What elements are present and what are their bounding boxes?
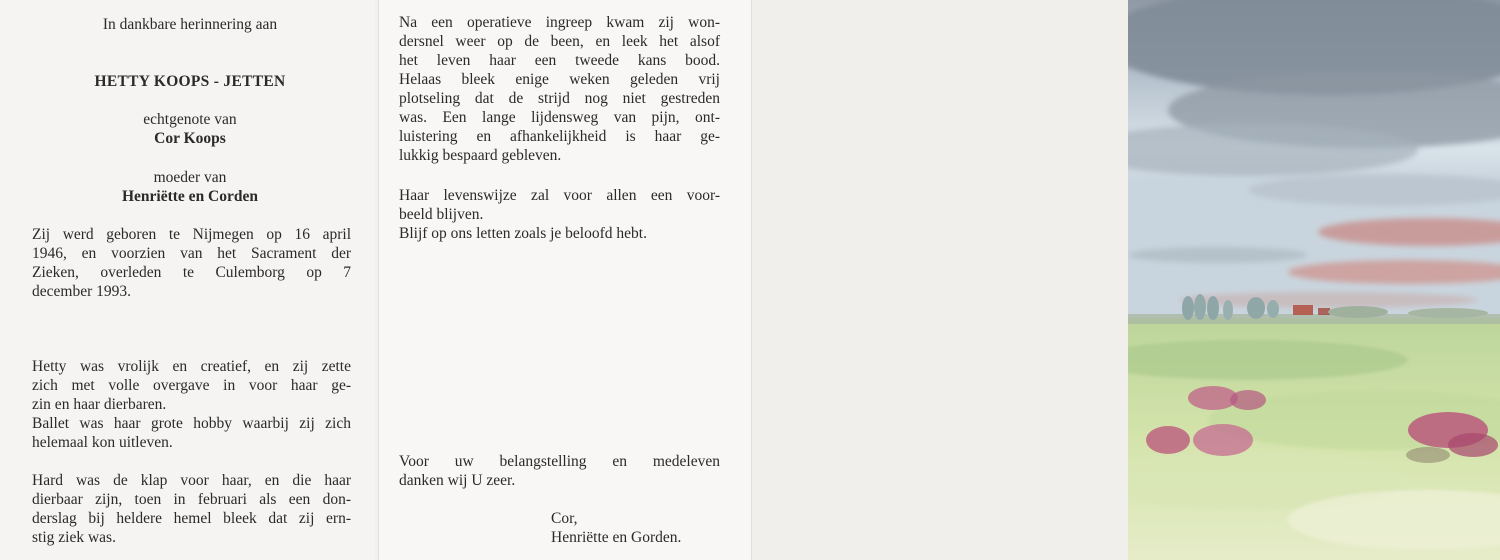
text-line: danken wij U zeer. — [399, 472, 516, 489]
text-line: Helaas bleek enige weken geleden vrij — [399, 71, 720, 88]
text-line: Zieken, overleden te Culemborg op 7 — [32, 264, 351, 281]
text-line: Haar levenswijze zal voor allen een voor- — [399, 187, 720, 204]
text-line: zich met volle overgave in voor haar ge- — [32, 377, 351, 394]
text-line: het leven haar een tweede kans bood. — [399, 52, 720, 69]
text-line: luistering en afhankelijkheid is haar ge- — [399, 128, 720, 145]
text-line: derslag bij heldere hemel bleek dat zij ern- — [32, 510, 351, 527]
deceased-name: HETTY KOOPS - JETTEN — [94, 73, 286, 90]
text-line: dersnel weer op de been, en leek het alsof — [399, 33, 720, 50]
watercolor-landscape-image — [1128, 0, 1500, 560]
watercolor-landscape-panel — [1128, 0, 1500, 560]
mother-label: moeder van — [153, 169, 227, 186]
text-line: december 1993. — [32, 283, 131, 300]
intro-text: In dankbare herinnering aan — [102, 16, 278, 33]
text-line: Ballet was haar grote hobby waarbij zij zich — [32, 415, 351, 432]
text-line: Hard was de klap voor haar, en die haar — [32, 472, 351, 489]
text-line: Voor uw belangstelling en medeleven — [399, 453, 720, 470]
text-line: zin en haar dierbaren. — [32, 396, 167, 413]
card-blank-panel — [751, 0, 1129, 560]
signature-line: Henriëtte en Gorden. — [551, 529, 682, 546]
text-line: plotseling dat de strijd nog niet gestreden — [399, 90, 720, 107]
text-line: dierbaar zijn, toen in februari als een don- — [32, 491, 351, 508]
text-line: lukkig bespaard gebleven. — [399, 147, 562, 164]
card-left-panel — [0, 0, 375, 560]
text-line: helemaal kon uitleven. — [32, 434, 173, 451]
spouse-label: echtgenote van — [143, 111, 237, 128]
signature-line: Cor, — [551, 510, 578, 527]
text-line: Blijf op ons letten zoals je beloofd hebt. — [399, 225, 647, 242]
text-line: 1946, en voorzien van het Sacrament der — [32, 245, 351, 262]
text-line: beeld blijven. — [399, 206, 484, 223]
text-line: Na een operatieve ingreep kwam zij won- — [399, 14, 720, 31]
children-names: Henriëtte en Corden — [121, 188, 259, 205]
card-middle-panel — [378, 0, 751, 560]
text-line: was. Een lange lijdensweg van pijn, ont- — [399, 109, 720, 126]
text-line: stig ziek was. — [32, 529, 116, 546]
spouse-name: Cor Koops — [154, 130, 226, 147]
text-line: Zij werd geboren te Nijmegen op 16 april — [32, 226, 351, 243]
text-line: Hetty was vrolijk en creatief, en zij zette — [32, 358, 351, 375]
